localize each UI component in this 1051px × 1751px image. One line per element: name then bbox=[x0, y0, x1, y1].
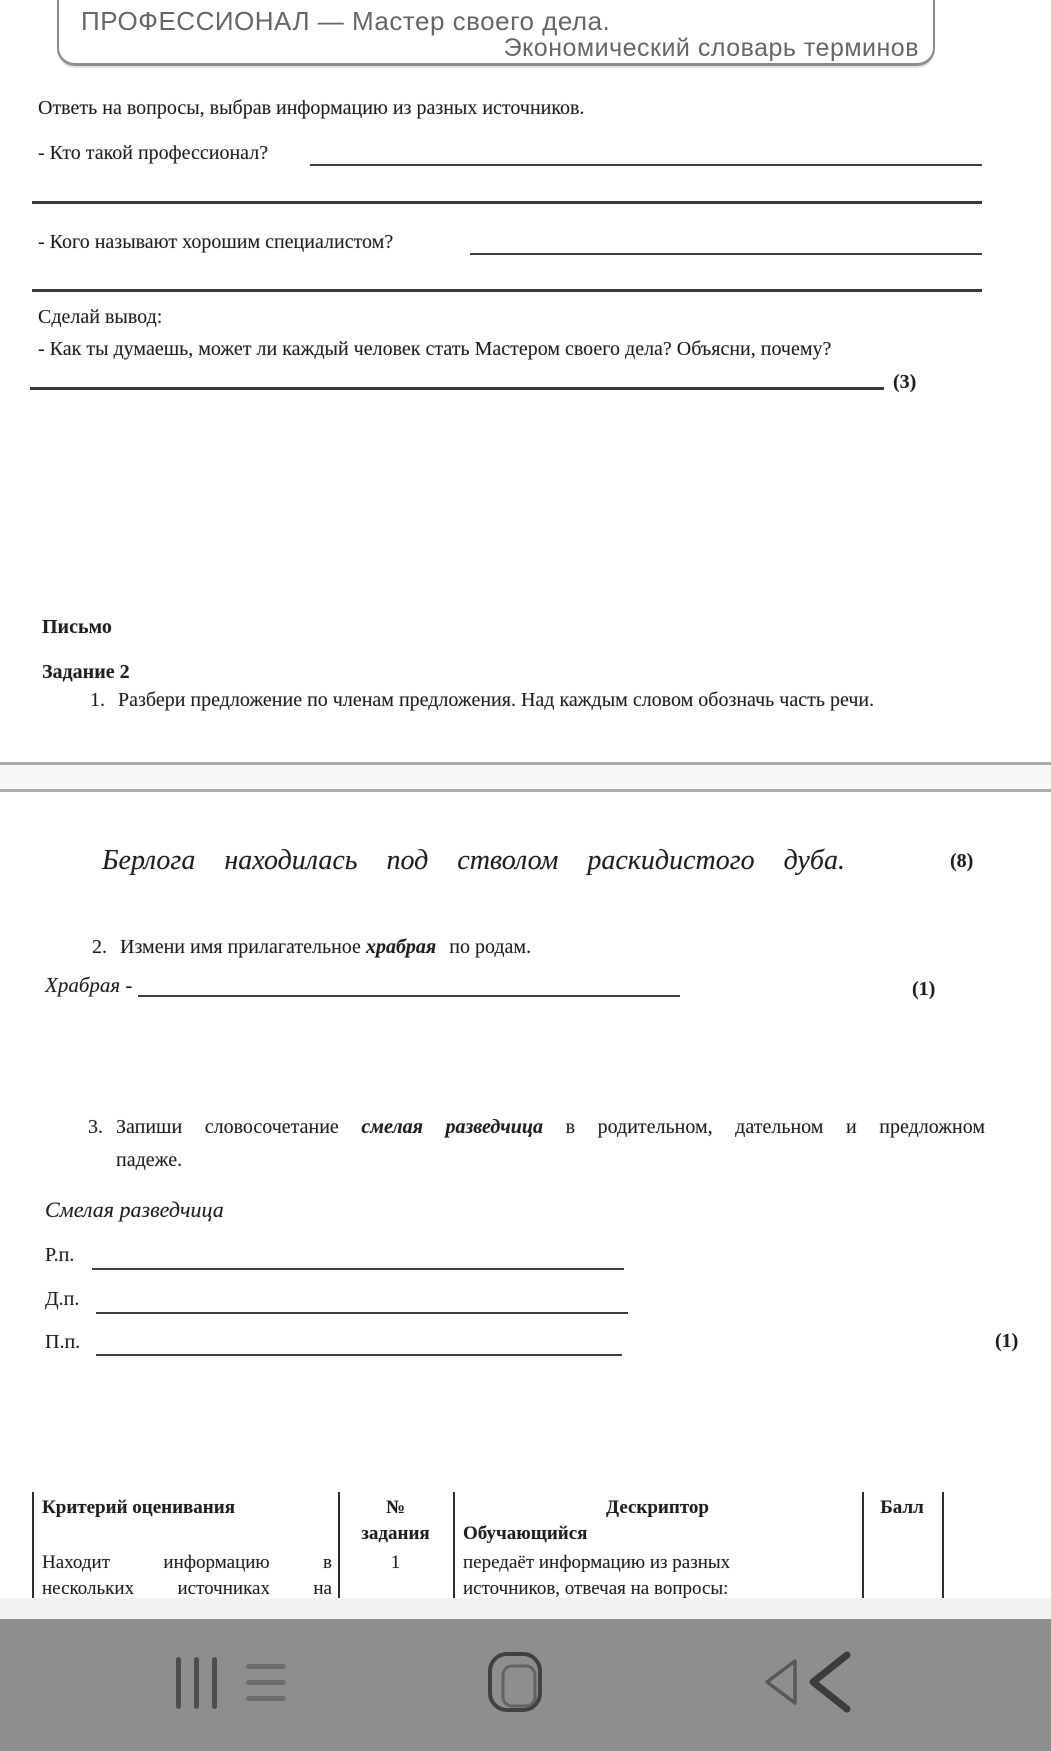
answer-line bbox=[32, 201, 982, 204]
column-header-criterion: Критерий оценивания bbox=[42, 1497, 235, 1518]
column-header-score: Балл bbox=[880, 1497, 924, 1518]
table-cell-descriptor-1: передаёт информацию из разных bbox=[463, 1552, 731, 1573]
answer-line bbox=[96, 1312, 628, 1314]
question-1: - Кто такой профессионал? bbox=[38, 142, 269, 164]
item-3-pre: Запиши словосочетание bbox=[116, 1116, 339, 1138]
item-3-text bbox=[116, 1115, 985, 1140]
recent-apps-button[interactable] bbox=[172, 1655, 292, 1711]
bottom-strip bbox=[0, 1598, 1051, 1619]
item-2-number: 2. bbox=[92, 936, 107, 958]
item-1-text: Разбери предложение по членам предложения. Над каждым словом обозначь часть речи. bbox=[118, 689, 875, 711]
conclusion-label: Сделай вывод: bbox=[38, 306, 163, 328]
android-nav-bar bbox=[0, 1619, 1051, 1751]
item-2-text bbox=[120, 935, 980, 960]
table-cell-task-no: 1 bbox=[390, 1552, 401, 1573]
section-title: Письмо bbox=[42, 616, 112, 638]
item-2-pre: Измени имя прилагательное bbox=[120, 936, 361, 958]
question-3: - Как ты думаешь, может ли каждый человек стать Мастером своего дела? Объясни, почему? bbox=[38, 338, 832, 360]
column-header-task-no-2: задания bbox=[361, 1523, 430, 1544]
table-border bbox=[32, 1492, 34, 1598]
task-title: Задание 2 bbox=[42, 661, 130, 683]
score-mark: (3) bbox=[893, 371, 917, 393]
answer-line bbox=[470, 253, 982, 255]
column-header-descriptor: Дескриптор bbox=[606, 1497, 709, 1518]
home-icon bbox=[486, 1651, 550, 1715]
item-3-keyword: смелая разведчица bbox=[361, 1116, 544, 1138]
phrase-label: Смелая разведчица bbox=[45, 1197, 224, 1222]
question-2: - Кого называют хорошим специалистом? bbox=[38, 231, 394, 253]
case-label-dative: Д.п. bbox=[45, 1288, 80, 1310]
parse-sentence: Берлога находилась под стволом раскидистого дуба. bbox=[102, 845, 845, 876]
column-header-task-no: № bbox=[385, 1497, 406, 1518]
item-2-post: по родам. bbox=[449, 936, 532, 958]
reading-intro: Ответь на вопросы, выбрав информацию из разных источников. bbox=[38, 97, 585, 119]
page-break bbox=[0, 762, 1051, 792]
title-line-2: Экономический словарь терминов bbox=[503, 34, 919, 62]
item-3-number: 3. bbox=[88, 1116, 103, 1138]
recent-apps-icon bbox=[172, 1655, 292, 1711]
score-mark: (1) bbox=[912, 978, 936, 1000]
title-line-1: ПРОФЕССИОНАЛ — Мастер своего дела. bbox=[81, 6, 611, 36]
table-cell-criterion-1: Находит информацию в bbox=[42, 1552, 332, 1573]
item-1-number: 1. bbox=[90, 689, 105, 711]
rubric-table bbox=[32, 1492, 946, 1598]
item-2-answer-label: Храбрая - bbox=[45, 973, 133, 997]
item-3-post: в родительном, дательном и предложном bbox=[565, 1116, 986, 1138]
answer-line bbox=[138, 995, 680, 997]
score-mark: (1) bbox=[995, 1330, 1019, 1352]
answer-line bbox=[32, 289, 982, 292]
answer-line bbox=[30, 387, 884, 390]
answer-line bbox=[96, 1354, 622, 1356]
case-label-genitive: Р.п. bbox=[45, 1244, 75, 1266]
back-button[interactable] bbox=[755, 1650, 855, 1714]
case-label-prepositional: П.п. bbox=[45, 1331, 81, 1353]
answer-line bbox=[92, 1268, 624, 1270]
item-2-keyword: храбрая bbox=[365, 936, 437, 958]
table-border bbox=[942, 1492, 944, 1598]
home-button[interactable] bbox=[486, 1651, 550, 1715]
score-mark: (8) bbox=[950, 850, 974, 872]
item-3-text-wrap: падеже. bbox=[116, 1149, 183, 1171]
column-header-descriptor-2: Обучающийся bbox=[463, 1523, 588, 1544]
title-box bbox=[57, 0, 935, 66]
back-icon bbox=[755, 1650, 855, 1714]
table-cell-descriptor-2: источников, отвечая на вопросы: bbox=[463, 1578, 729, 1598]
table-cell-criterion-2: нескольких источниках на bbox=[42, 1578, 332, 1598]
answer-line bbox=[310, 164, 982, 166]
